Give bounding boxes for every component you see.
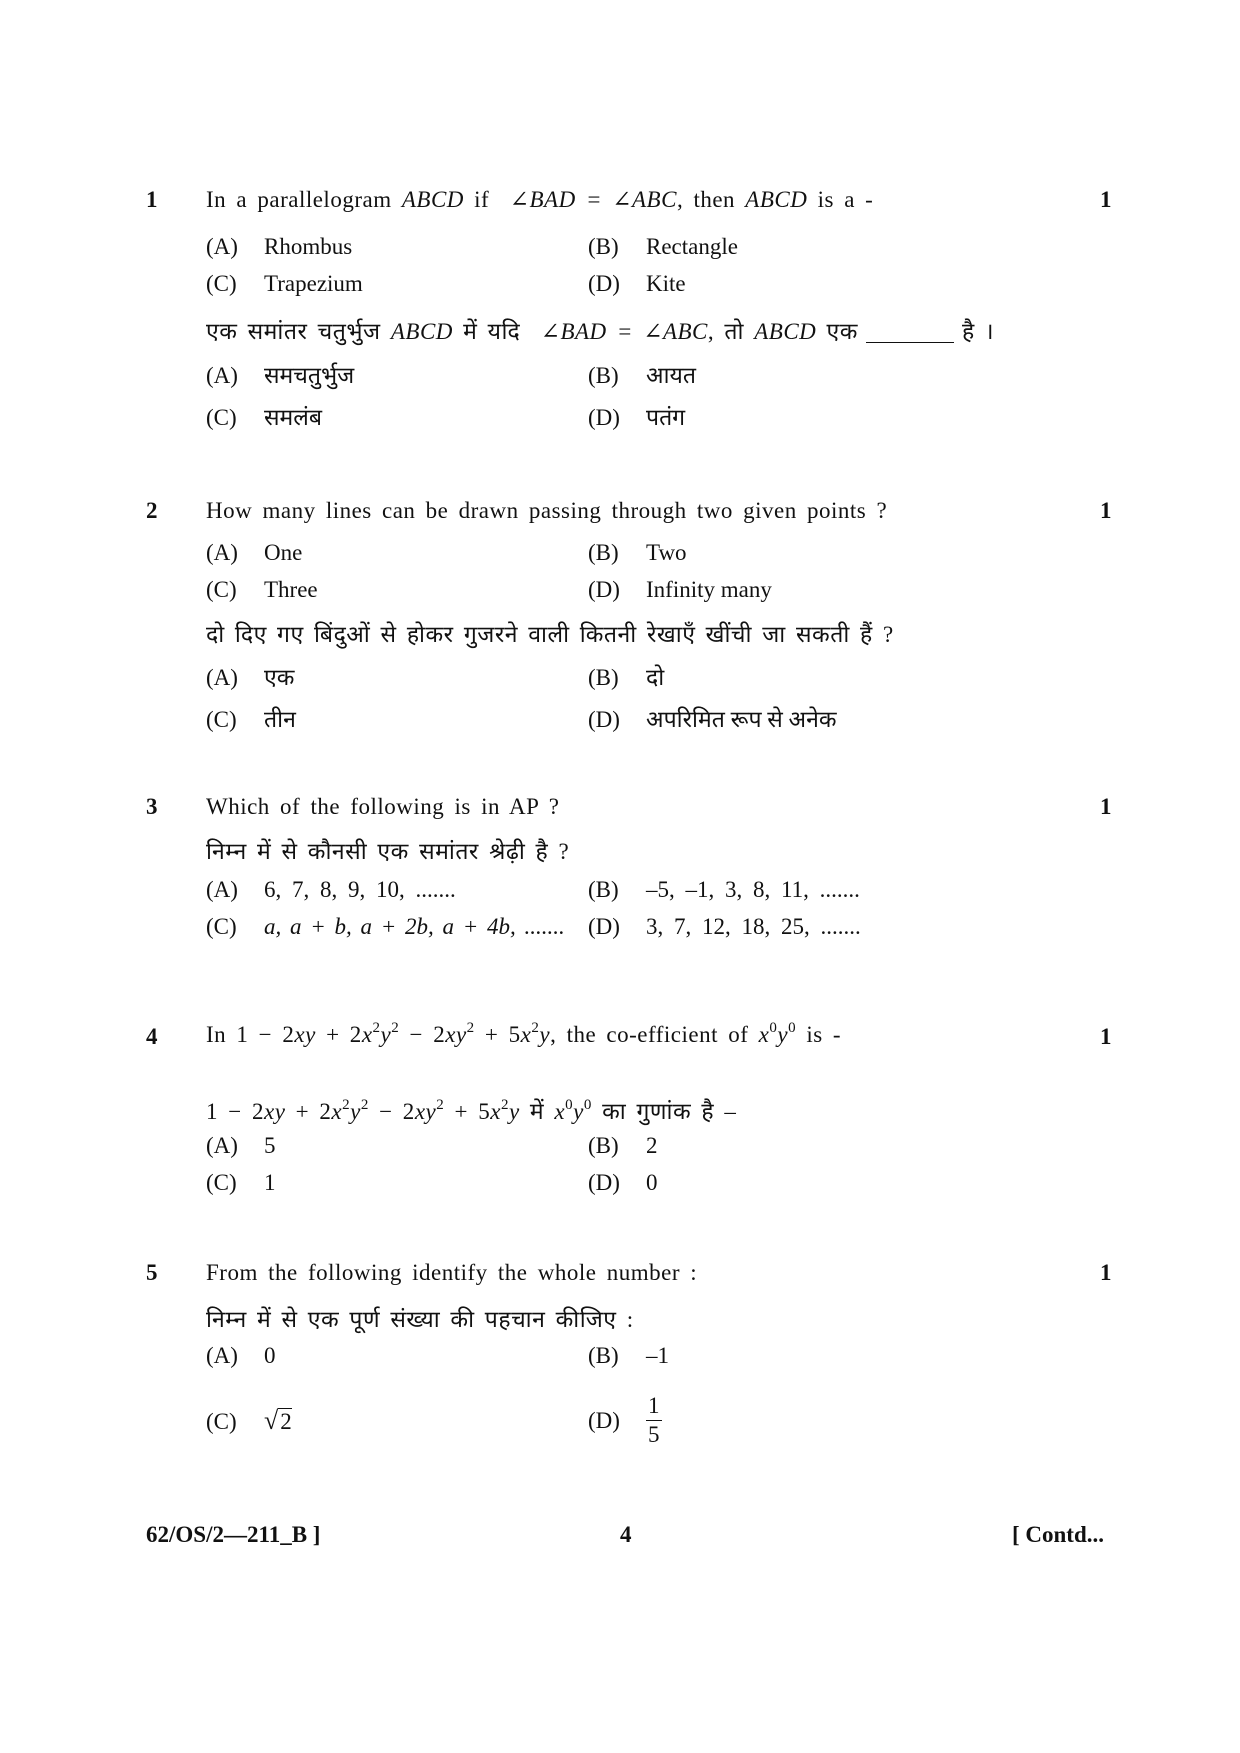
question-2-text-en: How many lines can be drawn passing through two given points ? <box>206 498 888 523</box>
question-3-marks: 1 <box>1100 794 1112 819</box>
question-2-option-c-hi: (C) तीन <box>206 707 296 732</box>
question-3-number: 3 <box>146 794 158 819</box>
question-2-option-b-hi: (B) दो <box>588 665 665 690</box>
question-3-option-a: (A) 6, 7, 8, 9, 10, ....... <box>206 877 456 902</box>
question-5-text-hi: निम्न में से एक पूर्ण संख्या की पहचान कीजिए : <box>206 1307 634 1332</box>
question-2-marks: 1 <box>1100 498 1112 523</box>
square-root: √2 <box>264 1406 292 1435</box>
question-4-marks: 1 <box>1100 1024 1112 1049</box>
question-4-option-b: (B) 2 <box>588 1133 658 1158</box>
question-1-number: 1 <box>146 187 158 212</box>
question-2-number: 2 <box>146 498 158 523</box>
question-4-option-c: (C) 1 <box>206 1170 276 1195</box>
question-1-option-d: (D) Kite <box>588 271 686 296</box>
question-2-option-b: (B) Two <box>588 540 687 565</box>
question-5-marks: 1 <box>1100 1260 1112 1285</box>
monomial-term-hi: $x^0y^0$ <box>554 1097 592 1124</box>
question-3-option-c: (C) a, a + b, a + 2b, a + 4b, ....... <box>206 914 565 939</box>
question-4-number: 4 <box>146 1024 158 1049</box>
question-4-text-hi: $1 - 2xy + 2x^2y^2 - 2xy^2 + 5x^2y$ में $x^0y^0$ का गुणांक है – <box>206 1097 737 1124</box>
monomial-term: $x^0y^0$ <box>758 1020 797 1047</box>
question-2-text-hi: दो दिए गए बिंदुओं से होकर गुजरने वाली कितनी रेखाएँ खींची जा सकती हैं ? <box>206 622 894 647</box>
question-3-option-b: (B) –5, –1, 3, 8, 11, ....... <box>588 877 860 902</box>
question-4-option-d: (D) 0 <box>588 1170 658 1195</box>
question-1-option-c: (C) Trapezium <box>206 271 363 296</box>
question-5-number: 5 <box>146 1260 158 1285</box>
question-2-option-c: (C) Three <box>206 577 318 602</box>
question-5-option-b: (B) –1 <box>588 1343 669 1368</box>
question-4-text-en: In $1 - 2xy + 2x^2y^2 - 2xy^2 + 5x^2y$, the co-efficient of $x^0y^0$ is - <box>206 1020 842 1047</box>
question-2-option-a-hi: (A) एक <box>206 665 295 690</box>
paper-code: 62/OS/2—211_B ] <box>146 1522 321 1547</box>
question-5-option-a: (A) 0 <box>206 1343 276 1368</box>
question-1-marks: 1 <box>1100 187 1112 212</box>
fraction: $\frac{1}{5}$ <box>648 1393 660 1447</box>
page-number: 4 <box>620 1522 632 1547</box>
question-1-text-en: In a parallelogram ABCD if ∠BAD = ∠ABC, then ABCD is a - <box>206 187 874 212</box>
question-5-text-en: From the following identify the whole number : <box>206 1260 698 1285</box>
question-4-option-a: (A) 5 <box>206 1133 276 1158</box>
question-2-option-a: (A) One <box>206 540 303 565</box>
question-1-option-a: (A) Rhombus <box>206 234 353 259</box>
question-1-option-b: (B) Rectangle <box>588 234 738 259</box>
question-5-option-d: (D) $\frac{1}{5}$ <box>588 1393 660 1447</box>
question-3-text-en: Which of the following is in AP ? <box>206 794 560 819</box>
continued-label: [ Contd... <box>1012 1522 1105 1547</box>
polynomial-expression: $1 - 2xy + 2x^2y^2 - 2xy^2 + 5x^2y$ <box>236 1020 551 1047</box>
question-2-option-d-hi: (D) अपरिमित रूप से अनेक <box>588 707 837 732</box>
question-3-text-hi: निम्न में से कौनसी एक समांतर श्रेढ़ी है ? <box>206 839 570 864</box>
question-5-option-c: (C) √2 <box>206 1406 292 1435</box>
question-1-text-hi: एक समांतर चतुर्भुज ABCD में यदि ∠BAD = ∠ABC, तो ABCD एक है । <box>206 319 995 344</box>
polynomial-expression-hi: $1 - 2xy + 2x^2y^2 - 2xy^2 + 5x^2y$ <box>206 1097 520 1124</box>
answer-blank <box>866 342 954 343</box>
question-1-option-d-hi: (D) पतंग <box>588 405 686 430</box>
question-2-option-d: (D) Infinity many <box>588 577 772 602</box>
question-1-option-a-hi: (A) समचतुर्भुज <box>206 363 355 388</box>
question-3-option-d: (D) 3, 7, 12, 18, 25, ....... <box>588 914 861 939</box>
question-1-option-c-hi: (C) समलंब <box>206 405 323 430</box>
question-1-option-b-hi: (B) आयत <box>588 363 696 388</box>
